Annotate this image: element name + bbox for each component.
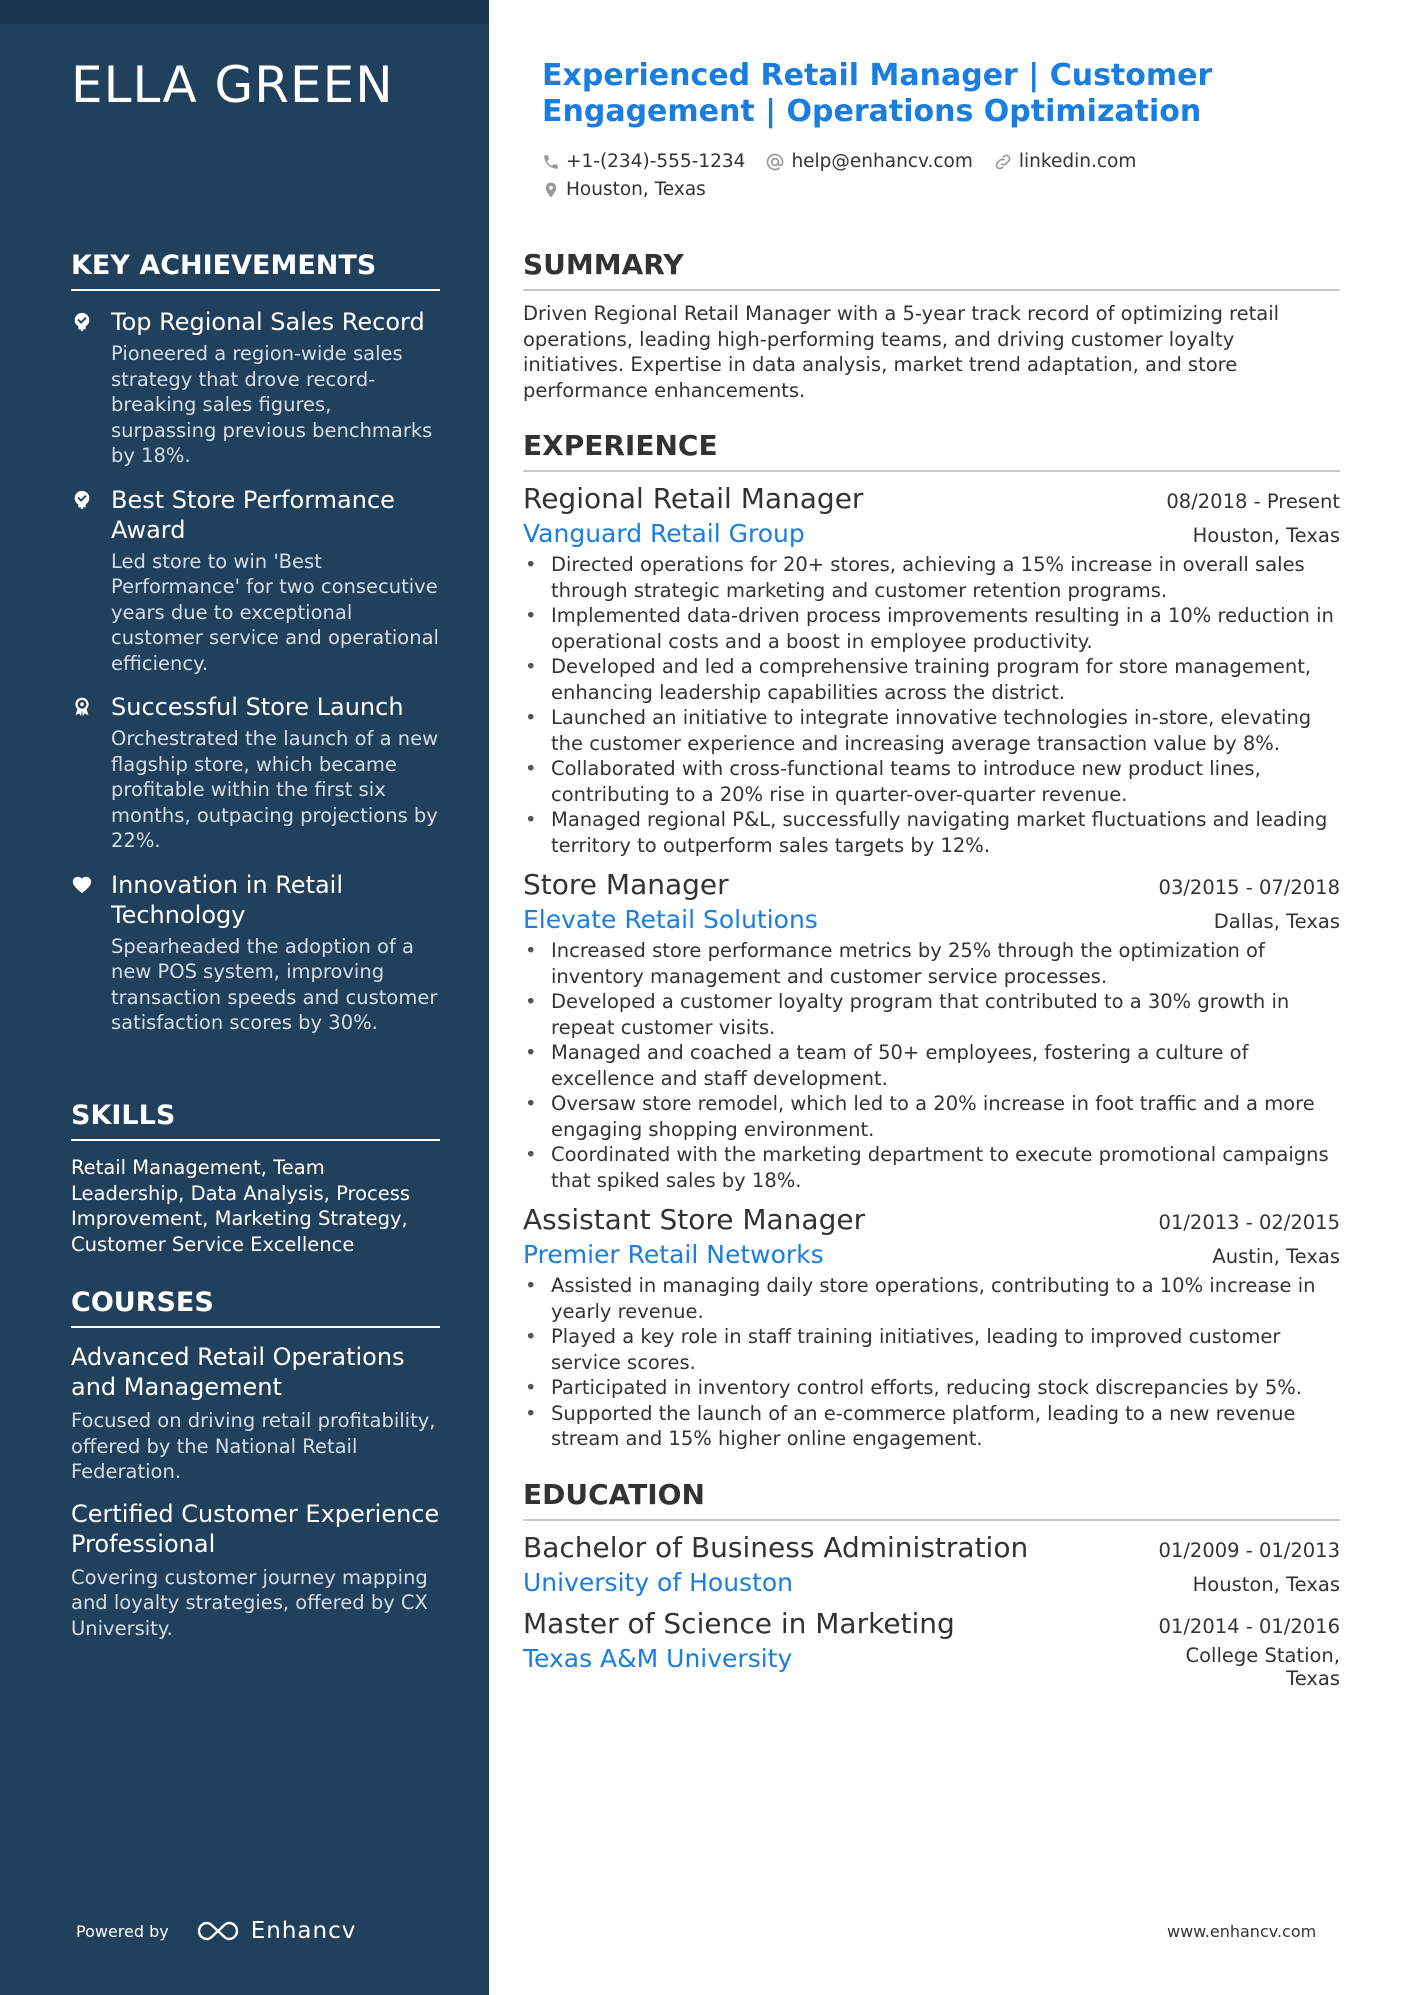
medal-icon [71, 696, 93, 718]
job-location: Dallas, Texas [1213, 910, 1340, 933]
location-text: Houston, Texas [566, 179, 706, 200]
job-dates: 01/2013 - 02/2015 [1158, 1211, 1340, 1234]
achievement-description: Spearheaded the adoption of a new POS system, improving transaction speeds and customer satisfaction scores by 30%. [111, 934, 438, 1034]
job-location: Austin, Texas [1212, 1245, 1340, 1268]
skills-title: SKILLS [71, 1100, 440, 1141]
course-item [71, 1499, 440, 1642]
contact-info [542, 148, 1156, 204]
achievement-item [71, 870, 440, 1036]
course-description: Covering customer journey mapping and loyalty strategies, offered by CX University. [71, 1565, 428, 1640]
achievement-title: Innovation in Retail Technology [111, 870, 344, 929]
job-bullet: • Directed operations for 20+ stores, achieving a 15% increase in overall sales through strategic marketing and customer retention programs. [551, 552, 1340, 603]
skills-list: Retail Management, Team Leadership, Data Analysis, Process Improvement, Marketing Strategy, Customer Service Excellence [71, 1156, 411, 1256]
job-bullets [523, 1273, 1340, 1452]
link-icon [993, 152, 1013, 172]
achievement-title: Top Regional Sales Record [111, 308, 425, 336]
job-company: Premier Retail Networks [523, 1240, 824, 1269]
job-bullet: • Supported the launch of an e-commerce platform, leading to a new revenue stream and 15% higher online engagement. [551, 1401, 1340, 1452]
job-bullet: • Developed and led a comprehensive training program for store management, enhancing leadership capabilities across the district. [551, 654, 1340, 705]
trophy-icon [71, 311, 93, 333]
main-content [523, 248, 1340, 1690]
job-bullet: • Managed regional P&L, successfully navigating market fluctuations and leading territory to outperform sales targets by 12%. [551, 807, 1340, 858]
achievement-description: Led store to win 'Best Performance' for two consecutive years due to exceptional customer service and operational efficiency. [111, 549, 439, 675]
job-bullet: • Increased store performance metrics by 25% through the optimization of inventory management and customer service processes. [551, 938, 1340, 989]
sidebar-top-strip [0, 0, 489, 24]
achievement-title: Best Store Performance Award [111, 485, 395, 544]
job-entry [523, 1203, 1340, 1452]
job-company: Vanguard Retail Group [523, 519, 805, 548]
education-degree: Bachelor of Business Administration [523, 1530, 1029, 1564]
education-school: Texas A&M University [523, 1643, 793, 1673]
powered-by [76, 1918, 356, 1944]
job-role: Assistant Store Manager [523, 1203, 866, 1236]
education-entry [523, 1607, 1340, 1690]
job-bullet: • Managed and coached a team of 50+ employees, fostering a culture of excellence and staff development. [551, 1040, 1340, 1091]
skills-section [71, 1100, 440, 1257]
achievement-description: Orchestrated the launch of a new flagship store, which became profitable within the first six months, outpacing projections by 22%. [111, 727, 439, 852]
education-dates: 01/2009 - 01/2013 [1158, 1538, 1340, 1562]
heart-icon [71, 874, 93, 896]
job-company: Elevate Retail Solutions [523, 905, 818, 934]
course-title: Advanced Retail Operations and Management [71, 1343, 405, 1401]
education-entry [523, 1531, 1340, 1597]
job-dates: 03/2015 - 07/2018 [1158, 876, 1340, 899]
email-text: help@enhancv.com [791, 151, 973, 172]
job-role: Regional Retail Manager [523, 482, 864, 515]
key-achievements-title: KEY ACHIEVEMENTS [71, 250, 440, 291]
contact-linkedin[interactable] [993, 148, 1136, 176]
education-title: EDUCATION [523, 1478, 1340, 1521]
courses-section [71, 1287, 440, 1641]
course-description: Focused on driving retail profitability, offered by the National Retail Federation. [71, 1409, 436, 1483]
course-title: Certified Customer Experience Professional [71, 1499, 440, 1558]
linkedin-text: linkedin.com [1018, 151, 1137, 172]
powered-by-label: Powered by [76, 1921, 169, 1941]
achievement-description: Pioneered a region-wide sales strategy that drove record-breaking sales figures, surpassing previous benchmarks by 18%. [111, 342, 433, 467]
summary-text: Driven Regional Retail Manager with a 5-year track record of optimizing retail operations, leading high-performing teams, and driving customer loyalty initiatives. Expertise in data analysis, market trend adaptation, and store performance enhancements. [523, 302, 1280, 402]
job-bullet: • Launched an initiative to integrate innovative technologies in-store, elevating the customer experience and increasing average transaction value by 8%. [551, 705, 1340, 756]
job-entry [523, 482, 1340, 858]
job-bullet: • Participated in inventory control efforts, reducing stock discrepancies by 5%. [551, 1375, 1340, 1401]
job-bullet: • Assisted in managing daily store operations, contributing to a 10% increase in yearly revenue. [551, 1273, 1340, 1324]
enhancv-logo[interactable] [195, 1918, 357, 1944]
resume-headline: Experienced Retail Manager | Customer Engagement | Operations Optimization [542, 58, 1213, 129]
job-bullets [523, 552, 1340, 858]
job-bullet: • Collaborated with cross-functional teams to introduce new product lines, contributing to a 20% rise in quarter-over-quarter revenue. [551, 756, 1340, 807]
phone-text: +1-(234)-555-1234 [566, 151, 746, 172]
job-bullets [523, 938, 1340, 1193]
job-location: Houston, Texas [1192, 524, 1340, 547]
achievement-item [71, 485, 440, 677]
contact-location [542, 176, 706, 204]
candidate-name: ELLA GREEN [71, 56, 394, 114]
experience-title: EXPERIENCE [523, 429, 1340, 472]
at-icon [765, 152, 785, 172]
footer-website-link[interactable]: www.enhancv.com [1167, 1922, 1317, 1941]
trophy-icon [71, 489, 93, 511]
education-location: College Station, Texas [1185, 1643, 1340, 1690]
enhancv-brand-text: Enhancv [250, 1918, 357, 1944]
job-bullet: • Implemented data-driven process improvements resulting in a 10% reduction in operational costs and a boost in employee productivity. [551, 603, 1340, 654]
phone-icon [542, 153, 560, 171]
summary-title: SUMMARY [523, 248, 1340, 291]
education-degree: Master of Science in Marketing [523, 1606, 955, 1640]
course-item [71, 1342, 440, 1485]
achievement-title: Successful Store Launch [111, 693, 404, 721]
experience-section [523, 429, 1340, 1452]
education-dates: 01/2014 - 01/2016 [1158, 1614, 1340, 1638]
achievement-item [71, 692, 440, 854]
job-dates: 08/2018 - Present [1166, 490, 1340, 513]
job-role: Store Manager [523, 868, 729, 901]
contact-phone[interactable] [542, 148, 745, 176]
education-location: Houston, Texas [1192, 1572, 1340, 1596]
contact-email[interactable] [765, 148, 972, 176]
job-entry [523, 868, 1340, 1193]
job-bullet: • Coordinated with the marketing department to execute promotional campaigns that spiked sales by 18%. [551, 1142, 1340, 1193]
sidebar [0, 0, 489, 1995]
courses-title: COURSES [71, 1287, 440, 1328]
job-bullet: • Developed a customer loyalty program that contributed to a 30% growth in repeat customer visits. [551, 989, 1340, 1040]
job-bullet: • Oversaw store remodel, which led to a 20% increase in foot traffic and a more engaging shopping environment. [551, 1091, 1340, 1142]
education-school: University of Houston [523, 1567, 794, 1597]
key-achievements-section [71, 250, 440, 1036]
achievement-item [71, 307, 440, 469]
summary-section [523, 248, 1340, 403]
location-pin-icon [542, 180, 560, 200]
enhancv-logo-icon [195, 1919, 241, 1943]
job-bullet: • Played a key role in staff training initiatives, leading to improved customer service scores. [551, 1324, 1340, 1375]
education-section [523, 1478, 1340, 1690]
